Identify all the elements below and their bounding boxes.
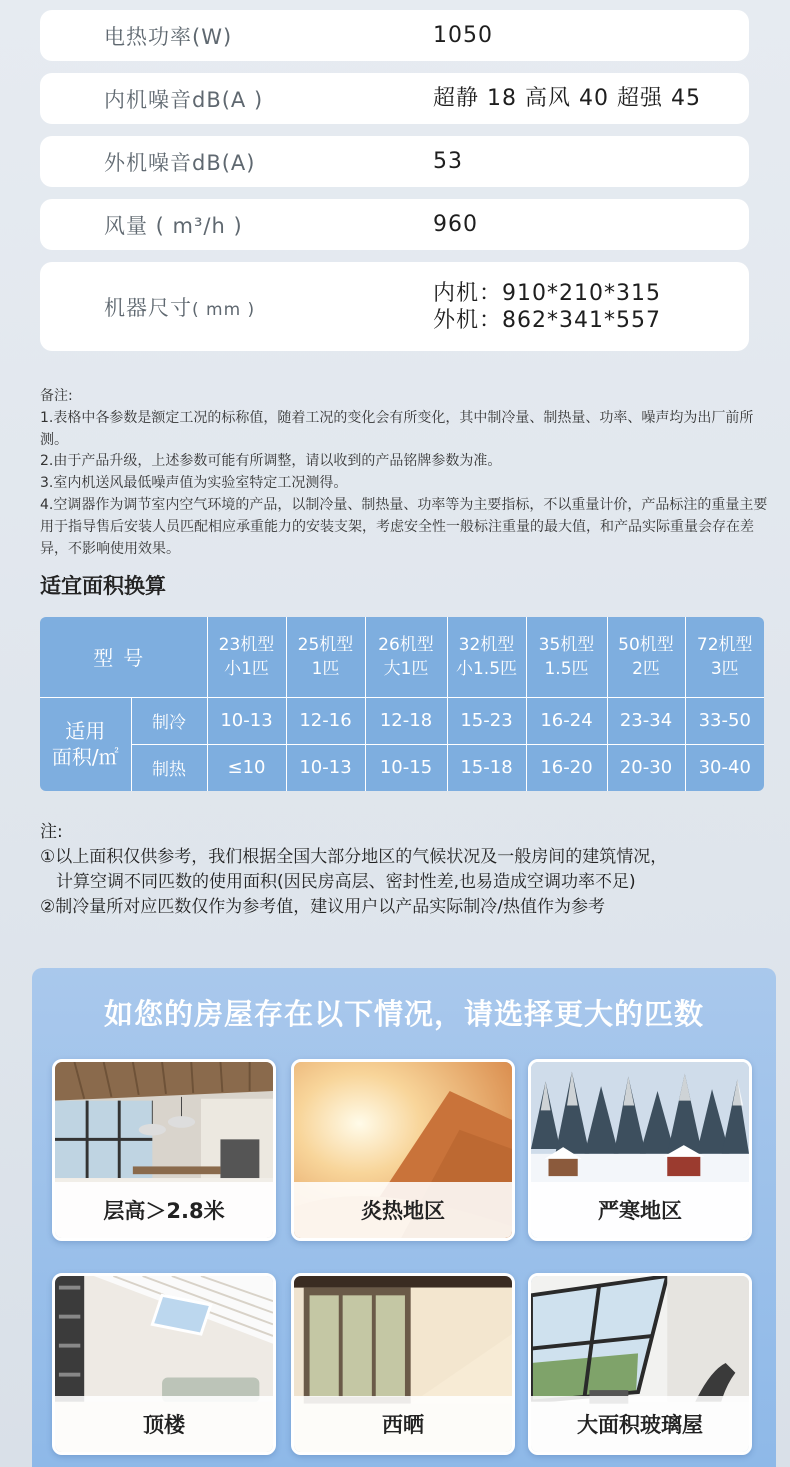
model-cell: 32机型 小1.5匹 <box>447 617 526 697</box>
card-caption: 炎热地区 <box>294 1182 512 1238</box>
larger-capacity-panel <box>32 968 776 1467</box>
model-cell: 23机型 小1匹 <box>207 617 286 697</box>
spec-value: 960 <box>433 212 478 237</box>
remarks-item: 2.由于产品升级，上述参数可能有所调整，请以收到的产品铭牌参数为准。 <box>40 453 502 470</box>
card-top-floor <box>52 1273 276 1455</box>
cooling-cell: 12-16 <box>286 697 365 744</box>
spec-value-line: 内机：910*210*315 <box>433 280 661 306</box>
remarks-item: 4.空调器作为调节室内空气环境的产品，以制冷量、制热量、功率等为主要指标，不以重量计价，产品标注的重量主要用于指导售后安装人员匹配相应承重能力的安装支架，考虑安全性一般标注重量的最大值，和产品实际重量会存在差异，不影响使用效果。 <box>40 496 768 557</box>
area-notes <box>40 820 770 920</box>
card-high-ceiling <box>52 1059 276 1241</box>
panel-title: 如您的房屋存在以下情况，请选择更大的匹数 <box>103 997 704 1031</box>
area-row-label: 适用 面积/㎡ <box>40 697 131 791</box>
card-hot-region <box>291 1059 515 1241</box>
cooling-label: 制冷 <box>131 697 207 744</box>
spec-label: 内机噪音dB(A ) <box>104 87 264 112</box>
cooling-cell: 10-13 <box>207 697 286 744</box>
card-caption: 严寒地区 <box>531 1182 749 1238</box>
spec-value <box>433 280 661 334</box>
spec-row-indoor-noise <box>40 73 749 124</box>
card-caption: 顶楼 <box>55 1396 273 1452</box>
spec-row-heat-power <box>40 10 749 61</box>
model-header: 型号 <box>40 617 207 697</box>
spec-row-airflow <box>40 199 749 250</box>
spec-label: 电热功率(W) <box>104 24 233 49</box>
heating-cell: 16-20 <box>526 744 607 791</box>
spec-row-dimensions <box>40 262 749 351</box>
model-cell: 25机型 1匹 <box>286 617 365 697</box>
spec-list <box>40 10 749 363</box>
heating-cell: 15-18 <box>447 744 526 791</box>
remarks <box>40 386 770 560</box>
model-cell: 26机型 大1匹 <box>365 617 447 697</box>
card-west-sun <box>291 1273 515 1455</box>
cooling-cell: 15-23 <box>447 697 526 744</box>
heating-cell: 20-30 <box>607 744 685 791</box>
spec-row-outdoor-noise <box>40 136 749 187</box>
spec-label: 外机噪音dB(A) <box>104 150 256 175</box>
heating-cell: 10-15 <box>365 744 447 791</box>
cooling-cell: 23-34 <box>607 697 685 744</box>
spec-label <box>40 292 433 322</box>
card-caption: 西晒 <box>294 1396 512 1452</box>
card-glass-house <box>528 1273 752 1455</box>
spec-label-main: 机器尺寸 <box>104 295 192 320</box>
card-cold-region <box>528 1059 752 1241</box>
heating-cell: 30-40 <box>685 744 764 791</box>
card-caption: 大面积玻璃屋 <box>531 1396 749 1452</box>
table-row-heating <box>40 744 764 791</box>
remarks-item: 1.表格中各参数是额定工况的标称值，随着工况的变化会有所变化，其中制冷量、制热量、功率、噪声均为出厂前所测。 <box>40 409 754 448</box>
heating-cell: 10-13 <box>286 744 365 791</box>
card-caption: 层高＞2.8米 <box>55 1182 273 1238</box>
model-cell: 35机型 1.5匹 <box>526 617 607 697</box>
model-cell: 72机型 3匹 <box>685 617 764 697</box>
heating-label: 制热 <box>131 744 207 791</box>
spec-value: 1050 <box>433 23 493 48</box>
area-table <box>40 617 764 791</box>
spec-value: 53 <box>433 149 463 174</box>
area-notes-line: ②制冷量所对应匹数仅作为参考值，建议用户以产品实际制冷/热值作为参考 <box>40 897 605 917</box>
area-notes-line: 计算空调不同匹数的使用面积(因民房高层、密封性差,也易造成空调功率不足) <box>56 872 636 892</box>
area-notes-line: ①以上面积仅供参考，我们根据全国大部分地区的气候状况及一般房间的建筑情况， <box>40 847 668 867</box>
model-cell: 50机型 2匹 <box>607 617 685 697</box>
heating-cell: ≤10 <box>207 744 286 791</box>
cooling-cell: 33-50 <box>685 697 764 744</box>
area-notes-heading: 注: <box>40 822 63 842</box>
spec-label-unit: ( mm ) <box>192 299 256 320</box>
table-header-row <box>40 617 764 697</box>
area-section-title: 适宜面积换算 <box>40 574 166 598</box>
remarks-item: 3.室内机送风最低噪声值为实验室特定工况测得。 <box>40 475 348 492</box>
cooling-cell: 12-18 <box>365 697 447 744</box>
spec-value: 超静 18 高风 40 超强 45 <box>433 86 701 111</box>
spec-value-line: 外机：862*341*557 <box>433 307 661 333</box>
spec-label: 风量 ( m³/h ) <box>104 213 243 238</box>
cooling-cell: 16-24 <box>526 697 607 744</box>
table-row-cooling <box>40 697 764 744</box>
remarks-heading: 备注: <box>40 388 73 404</box>
